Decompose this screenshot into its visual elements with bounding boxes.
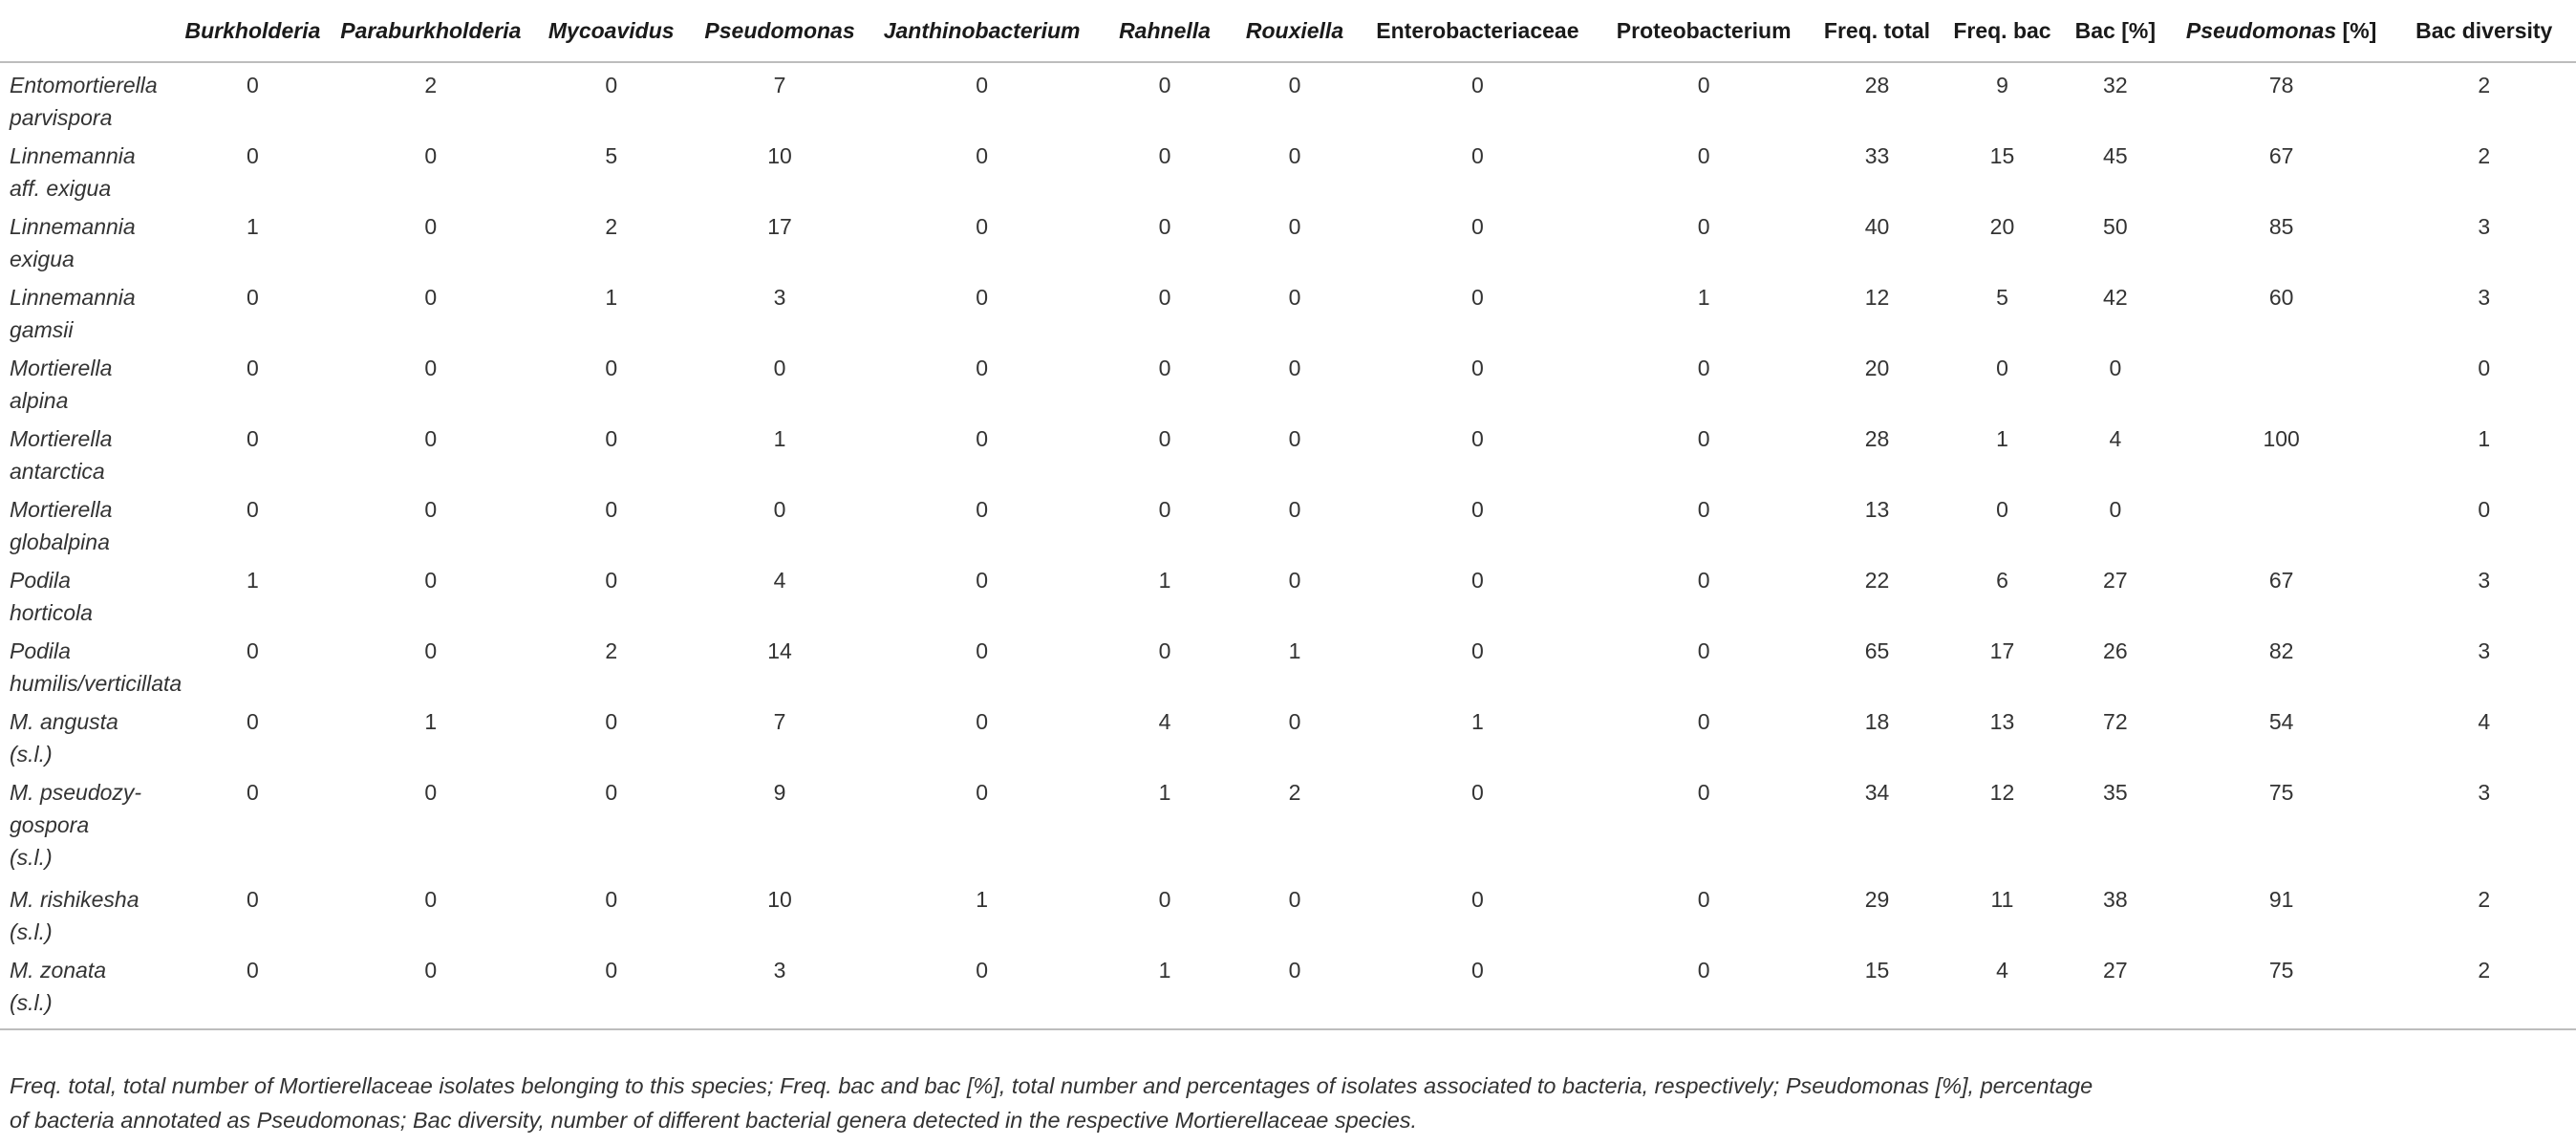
value-cell: 0: [247, 497, 259, 522]
table-header: [0, 0, 2576, 62]
value-cell: 60: [2268, 285, 2294, 310]
value-cell: 2: [2478, 143, 2491, 168]
value-cell: 0: [1158, 887, 1171, 912]
species-name-line: Entomortierella: [10, 73, 158, 97]
value-cell: 1: [1158, 780, 1171, 805]
value-cell: 0: [247, 780, 259, 805]
value-cell: 0: [1158, 426, 1171, 451]
species-name-line: (s.l.): [10, 742, 53, 767]
header-cell: [1233, 0, 1358, 62]
table-row: [0, 948, 2576, 1029]
value-cell: 1: [1996, 426, 2008, 451]
species-name-line: Linnemannia: [10, 285, 136, 310]
species-name-line: M. angusta: [10, 709, 118, 734]
header-cell: [1810, 0, 1944, 62]
value-cell: 0: [1697, 887, 1710, 912]
value-cell: 0: [1697, 780, 1710, 805]
header-label: Bac diversity: [2415, 17, 2553, 43]
value-cell: 1: [247, 214, 259, 239]
species-cell: [0, 877, 173, 948]
header-label: Enterobacteriaceae: [1376, 17, 1579, 43]
header-label: Pseudomonas: [2185, 17, 2337, 43]
value-cell: 1: [247, 568, 259, 593]
header-cell: [529, 0, 693, 62]
value-cell: 0: [424, 143, 438, 168]
value-cell: 0: [976, 426, 988, 451]
value-cell: 4: [2109, 426, 2122, 451]
value-cell: 0: [1288, 143, 1301, 168]
species-cell: [0, 948, 173, 1029]
value-cell: 12: [1864, 285, 1890, 310]
value-cell: 9: [1996, 73, 2008, 97]
value-cell: 0: [1288, 73, 1301, 97]
value-cell: 75: [2171, 948, 2393, 1029]
value-cell: 0: [424, 356, 438, 380]
value-cell: 0: [1288, 709, 1301, 734]
header-cell: [2060, 0, 2171, 62]
value-cell: 10: [767, 887, 792, 912]
header-label: Proteobacterium: [1616, 17, 1792, 43]
table-row: [0, 700, 2576, 770]
species-name-line: (s.l.): [10, 845, 53, 870]
value-cell: 6: [1996, 568, 2008, 593]
species-cell: [0, 346, 173, 417]
table-row: [0, 346, 2576, 417]
value-cell: 0: [424, 780, 438, 805]
value-cell: 0: [976, 73, 988, 97]
value-cell: 0: [976, 780, 988, 805]
species-cell: [0, 770, 173, 877]
value-cell: 0: [247, 73, 259, 97]
value-cell: 0: [1471, 73, 1484, 97]
header-label: Rahnella: [1119, 17, 1211, 43]
value-cell: 1: [605, 285, 618, 310]
value-cell: 0: [1288, 426, 1301, 451]
value-cell: 0: [247, 638, 259, 663]
value-cell: 91: [2268, 887, 2294, 912]
value-cell: 0: [1158, 497, 1171, 522]
value-cell: 40: [1864, 214, 1890, 239]
value-cell: 34: [1864, 780, 1890, 805]
header-cell: [1097, 0, 1232, 62]
species-cell: [0, 487, 173, 558]
value-cell: 0: [1697, 497, 1710, 522]
value-cell: 1: [976, 887, 988, 912]
value-cell: 0: [1471, 568, 1484, 593]
value-cell: 4: [1944, 948, 2060, 1029]
header-cell: [2171, 0, 2393, 62]
value-cell: 0: [976, 356, 988, 380]
value-cell: 38: [2103, 887, 2128, 912]
value-cell: 3: [2478, 568, 2491, 593]
value-cell: 0: [976, 143, 988, 168]
table-row: [0, 629, 2576, 700]
value-cell: 0: [1471, 887, 1484, 912]
value-cell: 1: [1288, 638, 1301, 663]
value-cell: 0: [1288, 285, 1301, 310]
header-label: Rouxiella: [1245, 17, 1344, 43]
table-row: [0, 417, 2576, 487]
value-cell: 0: [1357, 948, 1598, 1029]
value-cell: 42: [2103, 285, 2128, 310]
value-cell: 0: [1471, 780, 1484, 805]
value-cell: 0: [1598, 948, 1810, 1029]
footnote-line-1: Freq. total, total number of Mortierellaceae isolates belonging to this species; Freq. bac and bac [%], total number and percentages of isolates associated to bacteria, respectively; Pseudomonas [%], percentage: [10, 1073, 2093, 1098]
value-cell: 1: [1697, 285, 1710, 310]
value-cell: 0: [605, 356, 618, 380]
species-name-line: Mortierella: [10, 497, 113, 522]
value-cell: 0: [424, 214, 438, 239]
species-name-line: Podila: [10, 638, 71, 663]
value-cell: 3: [2478, 214, 2491, 239]
species-name-line: Linnemannia: [10, 143, 136, 168]
species-name-line: (s.l.): [10, 990, 53, 1015]
value-cell: 4: [2478, 709, 2491, 734]
value-cell: 0: [247, 709, 259, 734]
header-cell: [867, 0, 1098, 62]
value-cell: 0: [1471, 426, 1484, 451]
value-cell: 50: [2103, 214, 2128, 239]
species-name-line: alpina: [10, 388, 69, 413]
value-cell: 1: [2478, 426, 2491, 451]
value-cell: 0: [247, 285, 259, 310]
species-name-line: gamsii: [10, 317, 74, 342]
value-cell: 0: [1697, 568, 1710, 593]
species-name-line: Podila: [10, 568, 71, 593]
value-cell: 2: [1288, 780, 1301, 805]
value-cell: 85: [2268, 214, 2294, 239]
value-cell: 0: [2109, 356, 2122, 380]
species-name-line: M. pseudozy-: [10, 780, 142, 805]
value-cell: 5: [1996, 285, 2008, 310]
value-cell: 0: [605, 887, 618, 912]
value-cell: 0: [1996, 497, 2008, 522]
value-cell: 0: [1158, 143, 1171, 168]
value-cell: 0: [605, 568, 618, 593]
value-cell: 2: [2478, 887, 2491, 912]
species-name-line: humilis/verticillata: [10, 671, 182, 696]
value-cell: 2: [424, 73, 438, 97]
table-row: [0, 558, 2576, 629]
value-cell: 0: [1697, 638, 1710, 663]
header-cell: [1357, 0, 1598, 62]
value-cell: 1: [1097, 948, 1232, 1029]
value-cell: 0: [1158, 73, 1171, 97]
species-name-line: aff. exigua: [10, 176, 112, 201]
value-cell: 3: [2478, 285, 2491, 310]
value-cell: 0: [424, 426, 438, 451]
value-cell: 5: [605, 143, 618, 168]
value-cell: 27: [2103, 568, 2128, 593]
value-cell: [2171, 346, 2393, 417]
species-cell: [0, 205, 173, 275]
value-cell: 2: [2478, 73, 2491, 97]
table-body: [0, 62, 2576, 1029]
value-cell: 0: [976, 285, 988, 310]
value-cell: 11: [1990, 887, 2014, 912]
header-label: Mycoavidus: [547, 17, 675, 43]
value-cell: 1: [1471, 709, 1484, 734]
value-cell: 3: [2478, 780, 2491, 805]
species-name-line: Mortierella: [10, 426, 113, 451]
value-cell: 0: [247, 426, 259, 451]
table-row: [0, 205, 2576, 275]
value-cell: 32: [2103, 73, 2128, 97]
value-cell: 0: [976, 568, 988, 593]
value-cell: 0: [976, 214, 988, 239]
value-cell: 0: [1158, 638, 1171, 663]
value-cell: 0: [424, 568, 438, 593]
table-row: [0, 275, 2576, 346]
value-cell: 28: [1864, 426, 1890, 451]
value-cell: 20: [1989, 214, 2015, 239]
value-cell: 0: [1697, 356, 1710, 380]
table-row: [0, 487, 2576, 558]
header-label: Burkholderia: [184, 17, 321, 43]
header-label: Janthinobacterium: [883, 17, 1081, 43]
species-cell: [0, 275, 173, 346]
footnote-line-2: of bacteria annotated as Pseudomonas; Bac diversity, number of different bacterial genera detected in the respective Mortierellaceae species.: [10, 1108, 1418, 1133]
header-label: Pseudomonas: [704, 17, 855, 43]
value-cell: 0: [1697, 143, 1710, 168]
value-cell: 0: [1471, 285, 1484, 310]
species-name-line: M. rishikesha: [10, 887, 140, 912]
value-cell: 0: [1471, 638, 1484, 663]
value-cell: 0: [1288, 356, 1301, 380]
value-cell: 0: [1158, 214, 1171, 239]
species-name-line: Linnemannia: [10, 214, 136, 239]
value-cell: 4: [773, 568, 786, 593]
table-row: [0, 877, 2576, 948]
value-cell: 35: [2103, 780, 2128, 805]
table-row: [0, 62, 2576, 134]
header-row: [0, 0, 2576, 62]
value-cell: 18: [1864, 709, 1890, 734]
value-cell: 0: [605, 709, 618, 734]
value-cell: 0: [1288, 887, 1301, 912]
value-cell: 0: [1288, 214, 1301, 239]
value-cell: 22: [1864, 568, 1890, 593]
value-cell: 0: [247, 887, 259, 912]
table-row: [0, 770, 2576, 877]
value-cell: 17: [1989, 638, 2015, 663]
value-cell: 0: [1233, 948, 1358, 1029]
value-cell: 0: [424, 285, 438, 310]
value-cell: 7: [773, 709, 786, 734]
value-cell: 2: [605, 638, 618, 663]
value-cell: 0: [424, 638, 438, 663]
value-cell: 0: [1471, 214, 1484, 239]
species-cell: [0, 62, 173, 134]
value-cell: 0: [605, 497, 618, 522]
value-cell: 0: [173, 948, 332, 1029]
value-cell: 0: [247, 143, 259, 168]
species-cell: [0, 417, 173, 487]
header-cell: [693, 0, 866, 62]
value-cell: 14: [767, 638, 792, 663]
header-label: Bac [%]: [2074, 17, 2157, 43]
header-label: Freq. bac: [1953, 17, 2051, 43]
value-cell: 17: [767, 214, 792, 239]
value-cell: 0: [424, 497, 438, 522]
header-cell: [1944, 0, 2060, 62]
value-cell: 33: [1864, 143, 1890, 168]
header-label: Freq. total: [1823, 17, 1931, 43]
value-cell: 13: [1989, 709, 2015, 734]
value-cell: 0: [424, 887, 438, 912]
species-name-line: M. zonata: [10, 958, 106, 983]
table-footnote: [10, 1069, 2570, 1137]
value-cell: 54: [2268, 709, 2294, 734]
header-label-suffix: [%]: [2336, 17, 2377, 43]
value-cell: 26: [2103, 638, 2128, 663]
table-row: [0, 134, 2576, 205]
value-cell: 2: [605, 214, 618, 239]
value-cell: 100: [2263, 426, 2300, 451]
value-cell: 10: [767, 143, 792, 168]
value-cell: 12: [1989, 780, 2015, 805]
value-cell: 3: [693, 948, 866, 1029]
value-cell: 82: [2268, 638, 2294, 663]
value-cell: 1: [424, 709, 438, 734]
value-cell: 0: [1471, 497, 1484, 522]
value-cell: [2171, 487, 2393, 558]
value-cell: 0: [247, 356, 259, 380]
value-cell: 0: [1697, 214, 1710, 239]
header-cell: [333, 0, 530, 62]
value-cell: 15: [1989, 143, 2015, 168]
header-cell: [2392, 0, 2576, 62]
value-cell: 1: [773, 426, 786, 451]
value-cell: 0: [976, 638, 988, 663]
value-cell: 3: [2478, 638, 2491, 663]
value-cell: 0: [605, 73, 618, 97]
value-cell: 0: [773, 497, 786, 522]
value-cell: 78: [2268, 73, 2294, 97]
value-cell: 0: [1697, 709, 1710, 734]
value-cell: 2: [2392, 948, 2576, 1029]
species-name-line: Mortierella: [10, 356, 113, 380]
value-cell: 9: [773, 780, 786, 805]
species-cell: [0, 134, 173, 205]
value-cell: 45: [2103, 143, 2128, 168]
value-cell: 15: [1810, 948, 1944, 1029]
value-cell: 4: [1158, 709, 1171, 734]
value-cell: 65: [1864, 638, 1890, 663]
header-cell: [173, 0, 332, 62]
species-name-line: horticola: [10, 600, 93, 625]
value-cell: 75: [2268, 780, 2294, 805]
value-cell: 0: [976, 497, 988, 522]
species-name-line: antarctica: [10, 459, 105, 484]
species-cell: [0, 700, 173, 770]
value-cell: 0: [2478, 356, 2491, 380]
value-cell: 7: [773, 73, 786, 97]
value-cell: 0: [867, 948, 1098, 1029]
value-cell: 0: [1158, 356, 1171, 380]
value-cell: 1: [1158, 568, 1171, 593]
value-cell: 29: [1864, 887, 1890, 912]
value-cell: 20: [1864, 356, 1890, 380]
value-cell: 67: [2268, 143, 2294, 168]
value-cell: 0: [529, 948, 693, 1029]
value-cell: 0: [605, 426, 618, 451]
value-cell: 0: [2109, 497, 2122, 522]
species-name-line: gospora: [10, 812, 90, 837]
header-cell: [1598, 0, 1810, 62]
value-cell: 28: [1864, 73, 1890, 97]
value-cell: 3: [773, 285, 786, 310]
value-cell: 0: [605, 780, 618, 805]
header-cell-species: [0, 0, 173, 62]
species-name-line: parvispora: [10, 105, 113, 130]
value-cell: 0: [2478, 497, 2491, 522]
value-cell: 0: [1288, 568, 1301, 593]
value-cell: 0: [976, 709, 988, 734]
species-name-line: (s.l.): [10, 919, 53, 944]
species-name-line: globalpina: [10, 529, 110, 554]
header-label: Paraburkholderia: [340, 17, 522, 43]
species-name-line: exigua: [10, 247, 75, 271]
value-cell: 27: [2060, 948, 2171, 1029]
value-cell: 0: [1158, 285, 1171, 310]
species-cell: [0, 629, 182, 700]
species-cell: [0, 558, 173, 629]
value-cell: 0: [1471, 143, 1484, 168]
value-cell: 0: [1697, 426, 1710, 451]
value-cell: 0: [1471, 356, 1484, 380]
value-cell: 0: [1996, 356, 2008, 380]
value-cell: 13: [1864, 497, 1890, 522]
value-cell: 0: [1697, 73, 1710, 97]
value-cell: 72: [2103, 709, 2128, 734]
value-cell: 0: [333, 948, 530, 1029]
value-cell: 0: [1288, 497, 1301, 522]
value-cell: 0: [773, 356, 786, 380]
value-cell: 67: [2268, 568, 2294, 593]
